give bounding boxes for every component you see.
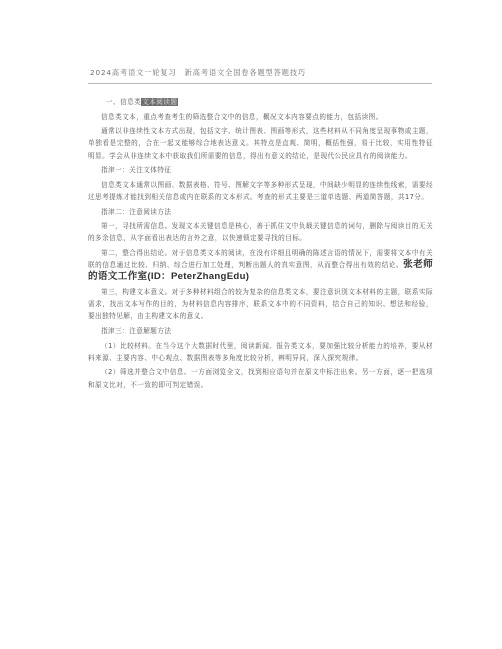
paragraph-5: [88, 247, 433, 284]
paragraph-5-text: 第二，整合得出结论。对于信息类文本的阅读，在没有详细且明确的陈述言语的情况下，需要将文本中有关联的信息通过比较、归纳、综合进行加工处理，判断出题人的真实意图，从而整合得出有效的结论。: [88, 248, 433, 270]
section-title-prefix: 一、信息类: [106, 98, 142, 106]
paragraph-3: 信息类文本通常以图画、数据表格、符号、图解文字等多种形式呈现，中间缺少明显的连续性线索，需要经过思考提炼才能找到相关信息或内在联系的文本形式。考查的形式主要是三道单选题、两道简答题，共17分。: [88, 180, 433, 201]
highlighted-text: 文本阅读题: [142, 98, 178, 106]
paragraph-2: 通常以非连续性文本方式出现，包括文字、统计图表、图画等形式，这些材料从不同角度呈现事物或主题，单独看是完整的，合在一起又能够综合地表达意义。其特点是直观、简明，概括性强，易于比较，实用性特征明显。学会从非连续文本中获取我们所需要的信息，得出有意义的结论，是现代公民应具有的阅读能力。: [88, 127, 433, 160]
paragraph-1: 信息类文本，重点考查考生的筛选整合文中的信息，概况文本内容要点的能力，包括读图。: [101, 112, 383, 121]
paragraph-7: （1）比较材料。在当今这个大数据时代里，阅读新闻、报告类文本，要加强比较分析能力的培养，要从材料来源、主要内容、中心观点、数据图表等多角度比较分析，辨明异同，深入探究规律。: [88, 341, 433, 362]
section-title: [88, 96, 433, 108]
heading-1: 指津一：关注文体特征: [101, 166, 172, 175]
page-header: 2024高考语文一轮复习 新高考语文全国卷各题型答题技巧: [90, 68, 306, 77]
heading-3: 指津三：注意解题方法: [101, 326, 172, 335]
heading-2: 指津二：注意阅读方法: [101, 207, 172, 216]
paragraph-4: 第一，寻找所需信息。发现文本关键信息是核心，善于抓住文中负载关键信息的词句，删除与阅读目的无关的多余信息，从字面看出表达的言外之意，以快速锁定要寻找的目标。: [88, 222, 433, 243]
header-divider: [88, 83, 432, 84]
studio-watermark-text: 张老师的语文工作室(ID：PeterZhangEdu): [88, 259, 433, 283]
paragraph-8: （2）筛选并整合文中信息。一方面浏览全文，找到相应语句并在原文中标注出来。另一方面，逐一把选项和原文比对，不一致的即可判定错误。: [88, 368, 433, 389]
paragraph-6: 第三，构建文本意义。对于多种材料组合的较为复杂的信息类文本，要注意识别文本材料的主题，联系实际需求，找出文本写作的目的，为材料信息内容排序，联系文本中的不同资料，结合自己的知识、想法和经验，要出独特见解，由主构建文本的意义。: [88, 287, 433, 321]
document-body: [88, 96, 433, 393]
